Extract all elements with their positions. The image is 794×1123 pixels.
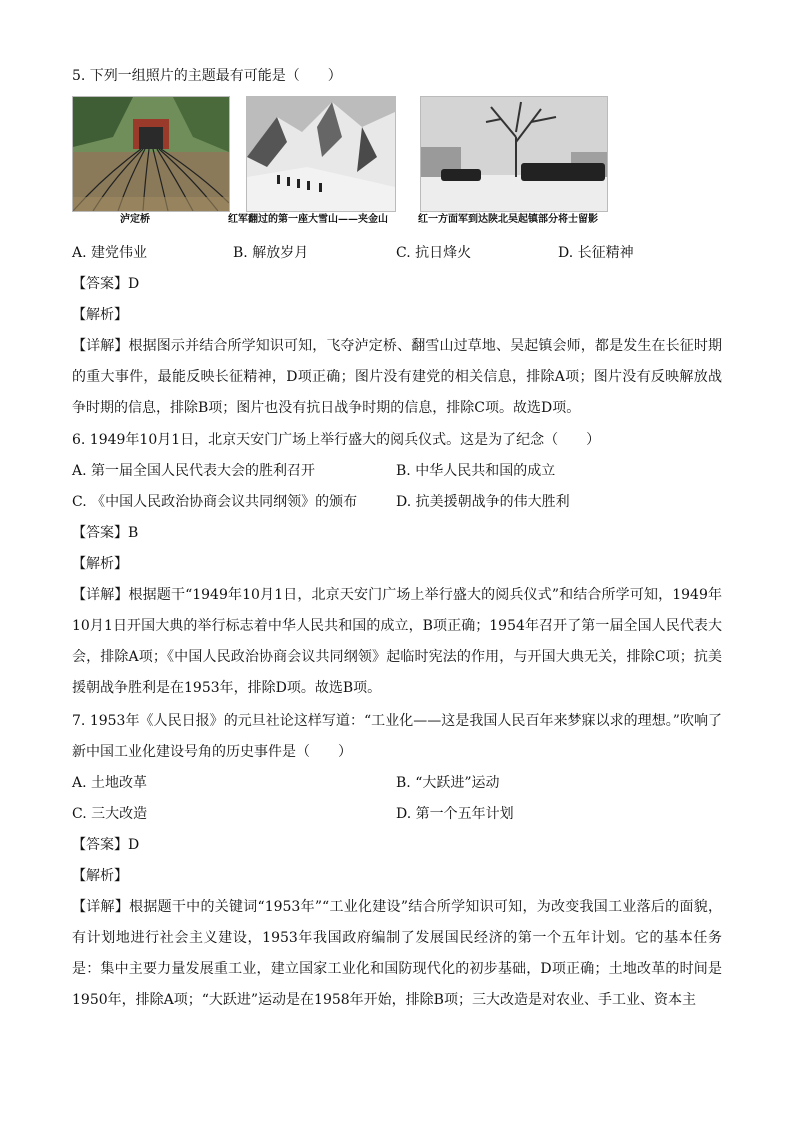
- photo-2-caption: 红军翻过的第一座大雪山——夹金山: [228, 214, 388, 225]
- q7-option-b[interactable]: B. “大跃进”运动: [396, 775, 500, 791]
- q5-analysis-label: 【解析】: [72, 307, 128, 323]
- photo-luding-bridge: [72, 96, 230, 212]
- q6-option-b[interactable]: B. 中华人民共和国的成立: [396, 463, 556, 479]
- q6-option-c[interactable]: C. 《中国人民政治协商会议共同纲领》的颁布: [72, 494, 358, 510]
- q7-option-d[interactable]: D. 第一个五年计划: [396, 806, 514, 822]
- q7-option-a[interactable]: A. 土地改革: [72, 775, 148, 791]
- q7-analysis-label: 【解析】: [72, 868, 128, 884]
- q6-detail: 【详解】根据题干“1949年10月1日，北京天安门广场上举行盛大的阅兵仪式”和结合所学可知，1949年10月1日开国大典的举行标志着中华人民共和国的成立，B项正确；1954年召开了第一届全国人民代表大会，排除A项；《中国人民政治协商会议共同纲领》起临时宪法的作用，与开国大典无关，排除C项；抗美援朝战争胜利是在1953年，排除D项。故选B项。: [72, 587, 722, 696]
- q7-detail: 【详解】根据题干中的关键词“1953年”“工业化建设”结合所学知识可知，为改变我国工业落后的面貌，有计划地进行社会主义建设，1953年我国政府编制了发展国民经济的第一个五年计划。它的基本任务是：集中主要力量发展重工业，建立国家工业化和国防现代化的初步基础，D项正确；土地改革的时间是1950年，排除A项；“大跃进”运动是在1958年开始，排除B项；三大改造是对农业、手工业、资本主: [72, 899, 722, 1008]
- q5-option-c[interactable]: C. 抗日烽火: [396, 245, 472, 261]
- q5-option-d[interactable]: D. 长征精神: [558, 245, 634, 261]
- q6-stem: 6. 1949年10月1日，北京天安门广场上举行盛大的阅兵仪式。这是为了纪念（ ）: [72, 432, 601, 448]
- q5-option-a[interactable]: A. 建党伟业: [72, 245, 148, 261]
- q6-analysis-label: 【解析】: [72, 556, 128, 572]
- q5-answer: 【答案】D: [72, 276, 140, 292]
- q7-answer: 【答案】D: [72, 837, 140, 853]
- q6-option-d[interactable]: D. 抗美援朝战争的伟大胜利: [396, 494, 570, 510]
- q5-stem: 5. 下列一组照片的主题最有可能是（ ）: [72, 68, 342, 84]
- q5-option-b[interactable]: B. 解放岁月: [233, 245, 309, 261]
- photo-3-caption: 红一方面军到达陕北吴起镇部分将士留影: [418, 214, 598, 225]
- q7-stem: 7. 1953年《人民日报》的元旦社论这样写道：“工业化——这是我国人民百年来梦寐以求的理想。”吹响了新中国工业化建设号角的历史事件是（ ）: [72, 713, 722, 760]
- q6-option-a[interactable]: A. 第一届全国人民代表大会的胜利召开: [72, 463, 316, 479]
- q6-answer: 【答案】B: [72, 525, 139, 541]
- photo-snow-mountain: [246, 96, 396, 212]
- photo-wuqi-group: [420, 96, 608, 212]
- q7-option-c[interactable]: C. 三大改造: [72, 806, 148, 822]
- q5-detail: 【详解】根据图示并结合所学知识可知，飞夺泸定桥、翻雪山过草地、吴起镇会师，都是发生在长征时期的重大事件，最能反映长征精神，D项正确；图片没有建党的相关信息，排除A项；图片没有反映解放战争时期的信息，排除B项；图片也没有抗日战争时期的信息，排除C项。故选D项。: [72, 338, 722, 416]
- photo-1-caption: 泸定桥: [120, 214, 150, 225]
